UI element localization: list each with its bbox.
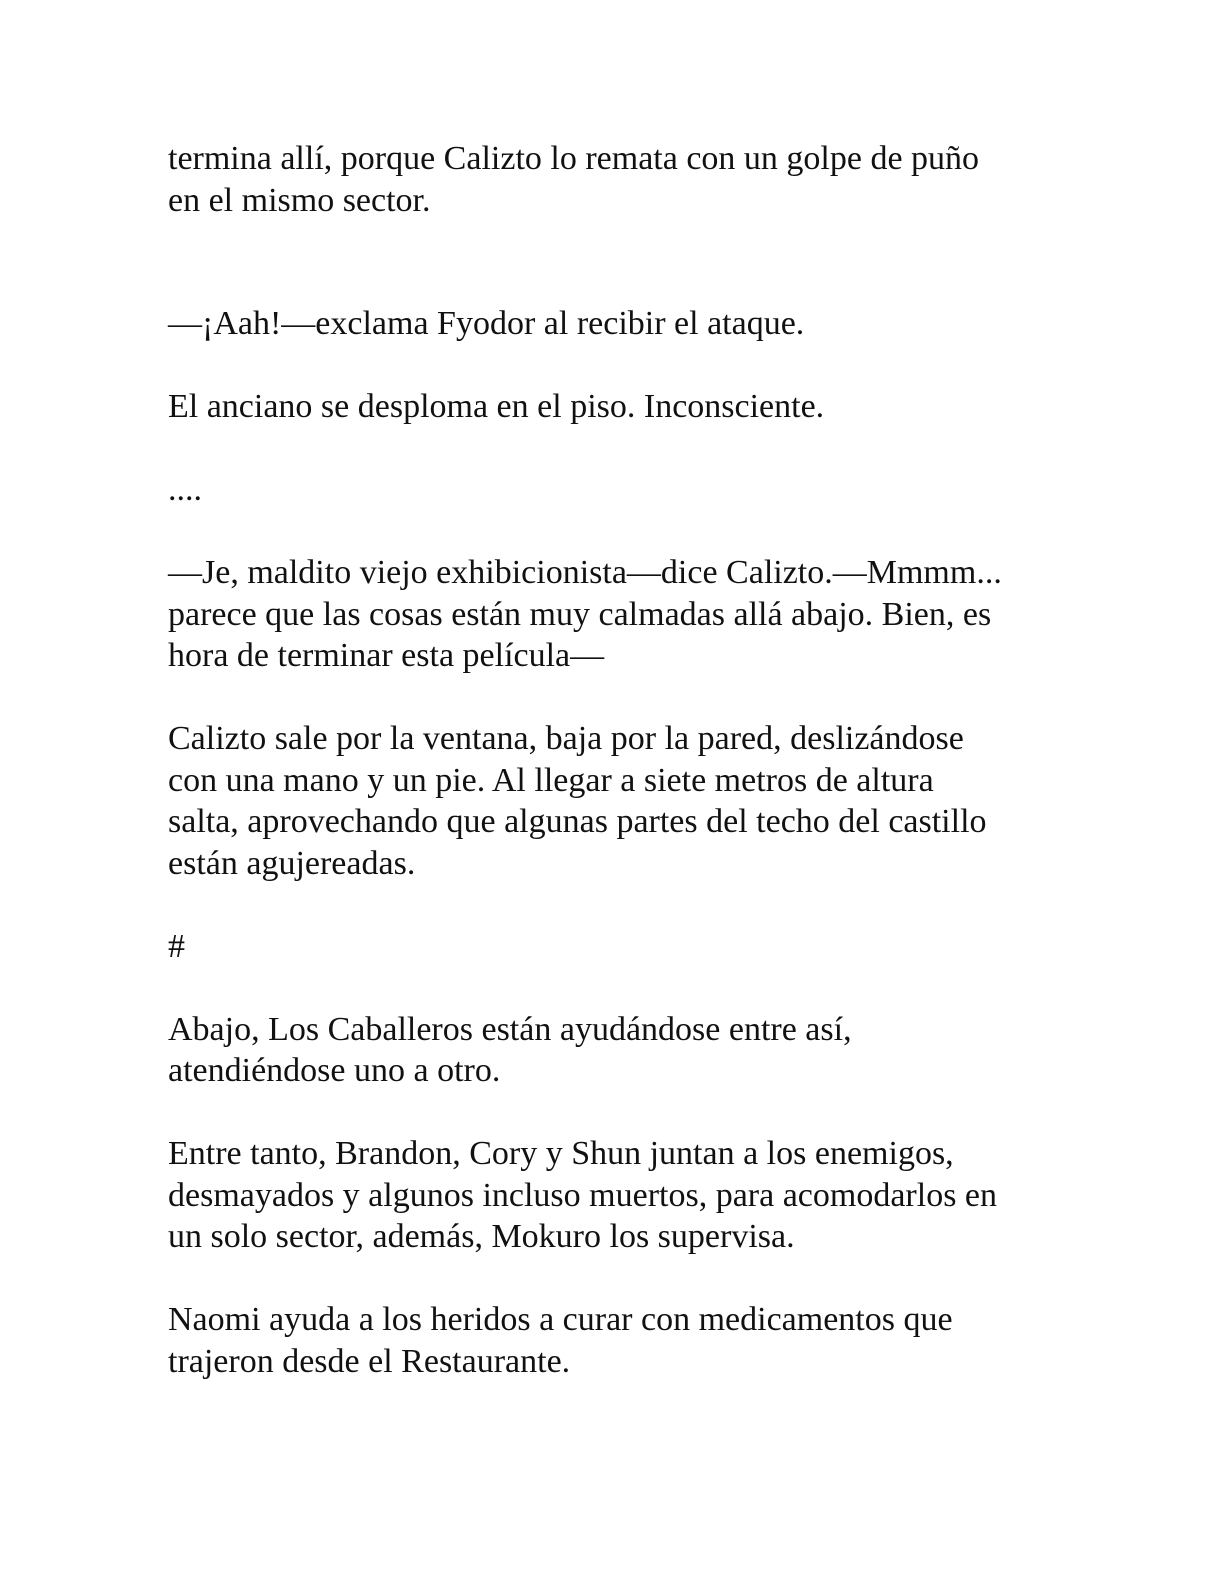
paragraph-9: Naomi ayuda a los heridos a curar con medicamentos que trajeron desde el Restaurante. (168, 1301, 953, 1380)
section-break: # (168, 927, 185, 965)
paragraph-spacer (168, 884, 1068, 926)
paragraph-2: —¡Aah!—exclama Fyodor al recibir el ataque. (168, 305, 805, 342)
paragraph-spacer (168, 428, 1068, 470)
paragraph-spacer (168, 221, 1068, 303)
paragraph-7: Abajo, Los Caballeros están ayudándose entre así, atendiéndose uno a otro. (168, 1010, 852, 1089)
paragraph-3: El anciano se desploma en el piso. Inconsciente. (168, 388, 825, 425)
paragraph-spacer (168, 511, 1068, 553)
paragraph-4: .... (168, 471, 202, 508)
paragraph-8: Entre tanto, Brandon, Cory y Shun juntan a los enemigos, desmayados y algunos incluso muertos, para acomodarlos en un solo sector, además, Mokuro los supervisa. (168, 1135, 998, 1255)
paragraph-1: termina allí, porque Calizto lo remata con un golpe de puño en el mismo sector. (168, 140, 980, 219)
paragraph-6: Calizto sale por la ventana, baja por la pared, deslizándose con una mano y un pie. Al llegar a siete metros de altura salta, aprovechando que algunas partes del techo del castillo están agujereadas. (168, 720, 987, 882)
paragraph-spacer (168, 345, 1068, 387)
paragraph-spacer (168, 967, 1068, 1009)
paragraph-spacer (168, 1092, 1068, 1134)
paragraph-spacer (168, 677, 1068, 719)
paragraph-spacer (168, 1258, 1068, 1300)
document-page (168, 138, 1068, 1382)
paragraph-5: —Je, maldito viejo exhibicionista—dice Calizto.—Mmmm... parece que las cosas están muy calmadas allá abajo. Bien, es hora de terminar esta película— (168, 554, 1002, 674)
